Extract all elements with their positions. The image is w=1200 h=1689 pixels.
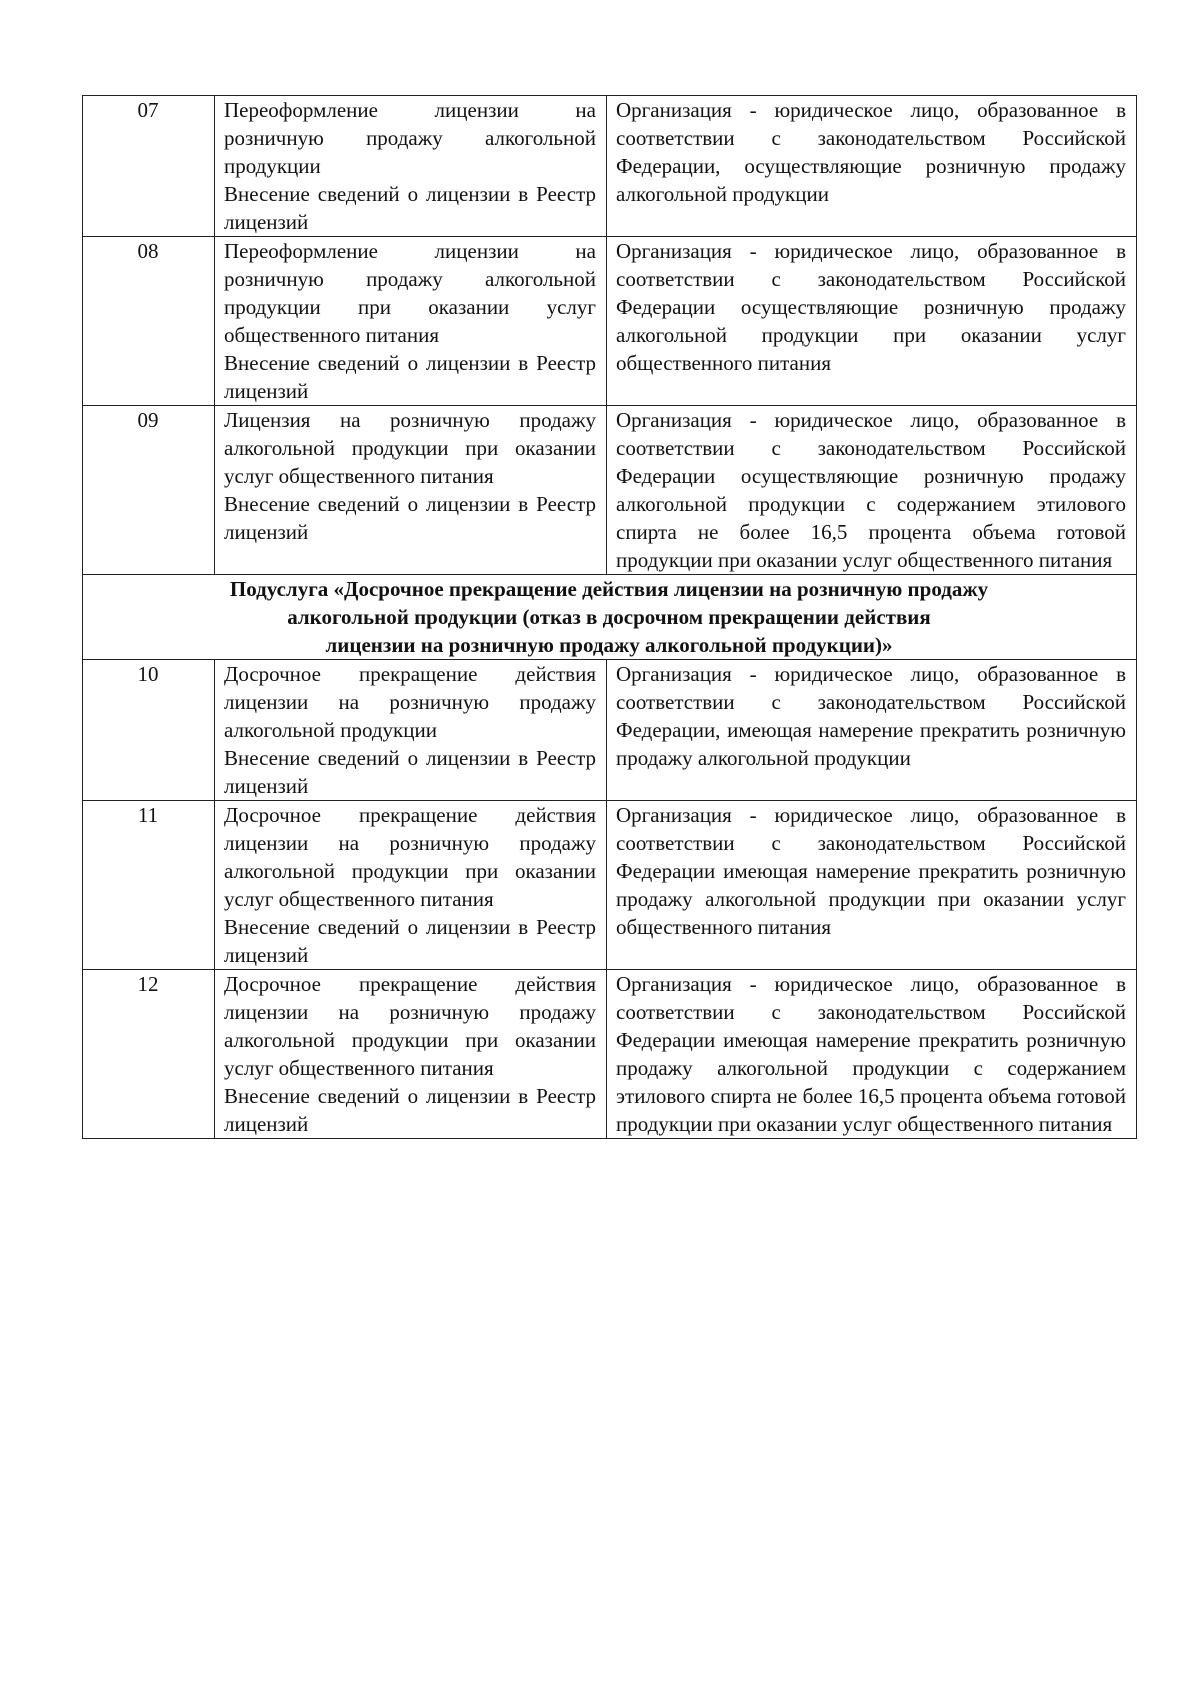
table-row <box>83 660 1137 801</box>
service-name: Досрочное прекращение действия лицензии на розничную продажу алкогольной продукции <box>224 662 596 742</box>
applicant-description: Организация - юридическое лицо, образованное в соответствии с законодательством Российской Федерации, имеющая намерение прекратить розничную продажу алкогольной продукции <box>607 660 1137 801</box>
table-row <box>83 237 1137 406</box>
subservice-heading-line: Подуслуга «Досрочное прекращение действия лицензии на розничную продажу <box>229 577 989 601</box>
row-number: 09 <box>83 406 215 575</box>
service-name: Переоформление лицензии на розничную продажу алкогольной продукции при оказании услуг общественного питания <box>224 239 596 347</box>
service-description <box>215 660 607 801</box>
subservice-heading-line: алкогольной продукции (отказ в досрочном прекращении действия <box>287 605 931 629</box>
service-description <box>215 801 607 970</box>
subservice-heading-line: лицензии на розничную продажу алкогольной продукции)» <box>325 633 893 657</box>
applicant-description: Организация - юридическое лицо, образованное в соответствии с законодательством Российской Федерации осуществляющие розничную продажу алкогольной продукции с содержанием этилового спирта не более 16,5 процента объема готовой продукции при оказании услуг общественного питания <box>607 406 1137 575</box>
applicant-description: Организация - юридическое лицо, образованное в соответствии с законодательством Российской Федерации осуществляющие розничную продажу алкогольной продукции при оказании услуг общественного питания <box>607 237 1137 406</box>
row-number: 08 <box>83 237 215 406</box>
service-description <box>215 237 607 406</box>
service-name: Досрочное прекращение действия лицензии на розничную продажу алкогольной продукции при оказании услуг общественного питания <box>224 972 596 1080</box>
applicant-description: Организация - юридическое лицо, образованное в соответствии с законодательством Российской Федерации, осуществляющие розничную продажу алкогольной продукции <box>607 96 1137 237</box>
license-services-table <box>82 95 1137 1139</box>
table-row <box>83 406 1137 575</box>
table-row <box>83 801 1137 970</box>
service-name: Переоформление лицензии на розничную продажу алкогольной продукции <box>224 98 596 178</box>
service-description <box>215 970 607 1139</box>
registry-entry: Внесение сведений о лицензии в Реестр лицензий <box>224 746 596 798</box>
service-description <box>215 406 607 575</box>
document-page <box>82 95 1136 1139</box>
table-row <box>83 970 1137 1139</box>
applicant-description: Организация - юридическое лицо, образованное в соответствии с законодательством Российской Федерации имеющая намерение прекратить розничную продажу алкогольной продукции при оказании услуг общественного питания <box>607 801 1137 970</box>
row-number: 07 <box>83 96 215 237</box>
applicant-description: Организация - юридическое лицо, образованное в соответствии с законодательством Российской Федерации имеющая намерение прекратить розничную продажу алкогольной продукции с содержанием этилового спирта не более 16,5 процента объема готовой продукции при оказании услуг общественного питания <box>607 970 1137 1139</box>
row-number: 10 <box>83 660 215 801</box>
row-number: 11 <box>83 801 215 970</box>
subservice-heading <box>83 575 1137 660</box>
registry-entry: Внесение сведений о лицензии в Реестр лицензий <box>224 182 596 234</box>
service-name: Досрочное прекращение действия лицензии на розничную продажу алкогольной продукции при оказании услуг общественного питания <box>224 803 596 911</box>
service-description <box>215 96 607 237</box>
registry-entry: Внесение сведений о лицензии в Реестр лицензий <box>224 351 596 403</box>
registry-entry: Внесение сведений о лицензии в Реестр лицензий <box>224 915 596 967</box>
row-number: 12 <box>83 970 215 1139</box>
table-row <box>83 96 1137 237</box>
registry-entry: Внесение сведений о лицензии в Реестр лицензий <box>224 1084 596 1136</box>
registry-entry: Внесение сведений о лицензии в Реестр лицензий <box>224 492 596 544</box>
service-name: Лицензия на розничную продажу алкогольной продукции при оказании услуг общественного питания <box>224 408 596 488</box>
section-header-row <box>83 575 1137 660</box>
